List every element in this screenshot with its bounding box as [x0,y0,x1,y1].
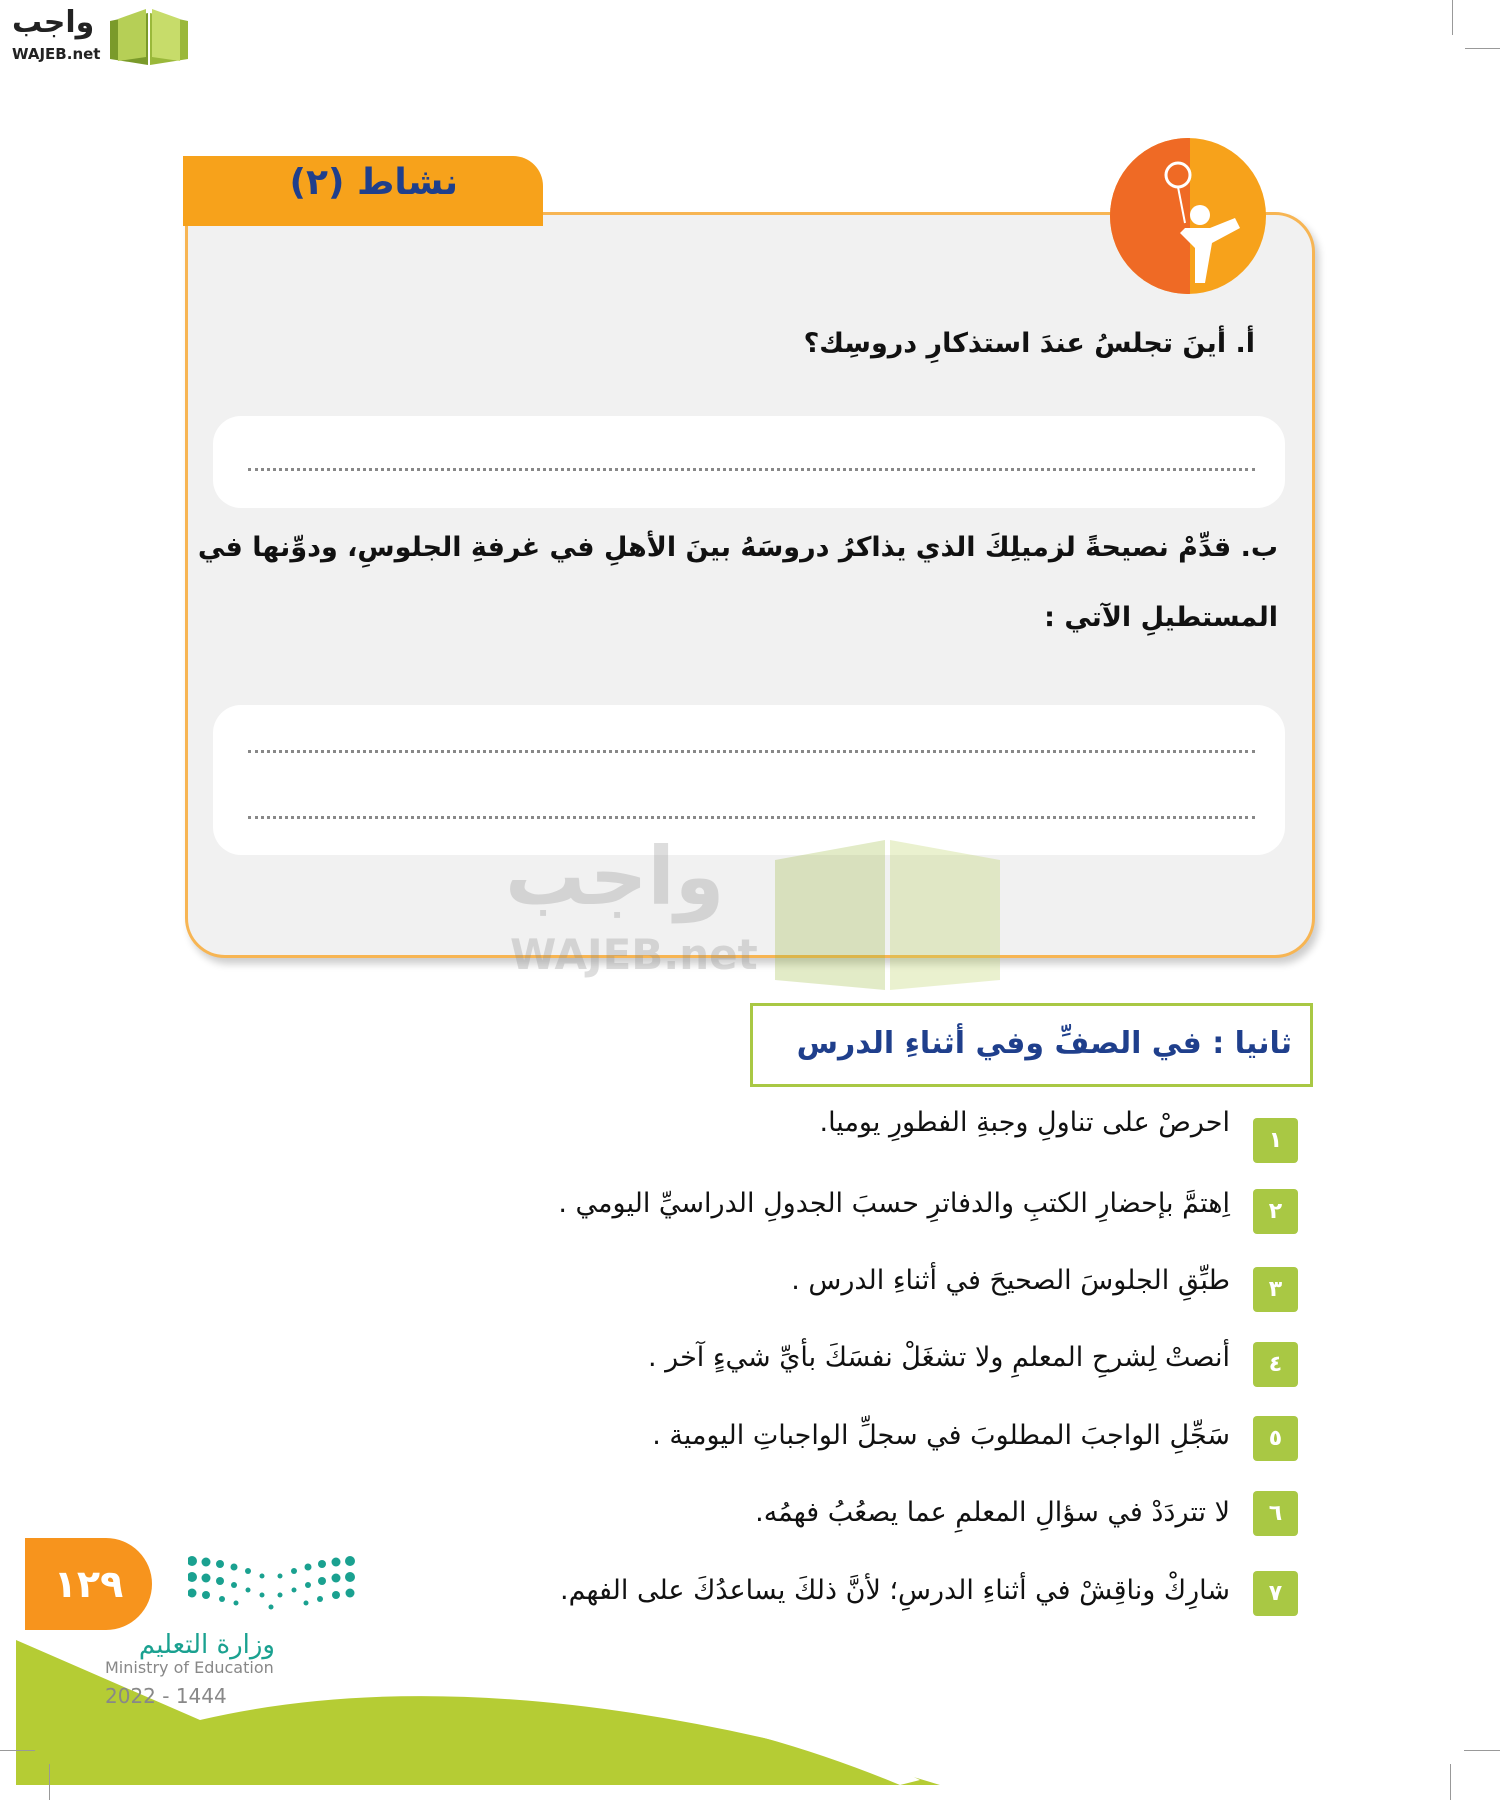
book-icon [108,7,190,67]
page-number: ١٢٩ [25,1538,152,1630]
ministry-english: Ministry of Education [105,1658,274,1677]
list-item: سَجِّلِ الواجبَ المطلوبَ في سجلِّ الواجباتِ اليومية . [652,1420,1230,1451]
item-number: ٤ [1253,1342,1298,1387]
wajeb-logo[interactable] [10,5,190,67]
list-item: احرصْ على تناولِ وجبةِ الفطورِ يوميا. [819,1107,1230,1138]
section-title: ثانيا : في الصفِّ وفي أثناءِ الدرس [796,1026,1292,1061]
question-b-line2: المستطيلِ الآتي : [1044,602,1278,633]
ministry-logo-icon [188,1555,356,1610]
crop-mark [49,1764,50,1800]
item-number: ٥ [1253,1416,1298,1461]
question-b-line1: ب. قدِّمْ نصيحةً لزميلِكَ الذي يذاكرُ دروسَهُ بينَ الأهلِ في غرفةِ الجلوسِ، ودوِّنها في [197,532,1278,563]
crop-mark [1452,0,1453,35]
crop-mark [0,1750,35,1751]
logo-arabic: واجب [12,5,95,40]
activity-title: نشاط (٢) [289,162,458,203]
watermark-latin: WAJEB.net [510,930,758,979]
item-number: ٦ [1253,1491,1298,1536]
item-number: ٧ [1253,1571,1298,1616]
list-item: شارِكْ وناقِشْ في أثناءِ الدرسِ؛ لأنَّ ذلكَ يساعدُكَ على الفهم. [559,1575,1230,1606]
item-number: ١ [1253,1118,1298,1163]
item-number: ٢ [1253,1189,1298,1234]
section-header [750,1003,1313,1087]
watermark-arabic: واجب [505,830,725,923]
list-item: طبِّقِ الجلوسَ الصحيحَ في أثناءِ الدرس . [791,1265,1230,1296]
item-number: ٣ [1253,1267,1298,1312]
activity-icon [1110,138,1266,294]
crop-mark [1464,1750,1500,1751]
activity-tab [183,156,543,226]
logo-latin: WAJEB.net [12,45,101,63]
ministry-arabic: وزارة التعليم [138,1630,275,1660]
edition-year: 2022 - 1444 [105,1684,227,1708]
watermark-book-icon [775,830,1000,990]
crop-mark [1450,1764,1451,1800]
list-item: اِهتمَّ بإحضارِ الكتبِ والدفاترِ حسبَ الجدولِ الدراسيِّ اليومي . [558,1188,1230,1219]
crop-mark [1465,48,1500,49]
question-a: أ. أينَ تجلسُ عندَ استذكارِ دروسِك؟ [803,328,1255,359]
list-item: لا تتردَدْ في سؤالِ المعلمِ عما يصعُبُ فهمُه. [755,1497,1230,1528]
list-item: أنصتْ لِشرحِ المعلمِ ولا تشغَلْ نفسَكَ بأيِّ شيءٍ آخر . [648,1342,1230,1373]
watermark [505,830,1005,990]
answer-field-a[interactable] [213,416,1285,508]
